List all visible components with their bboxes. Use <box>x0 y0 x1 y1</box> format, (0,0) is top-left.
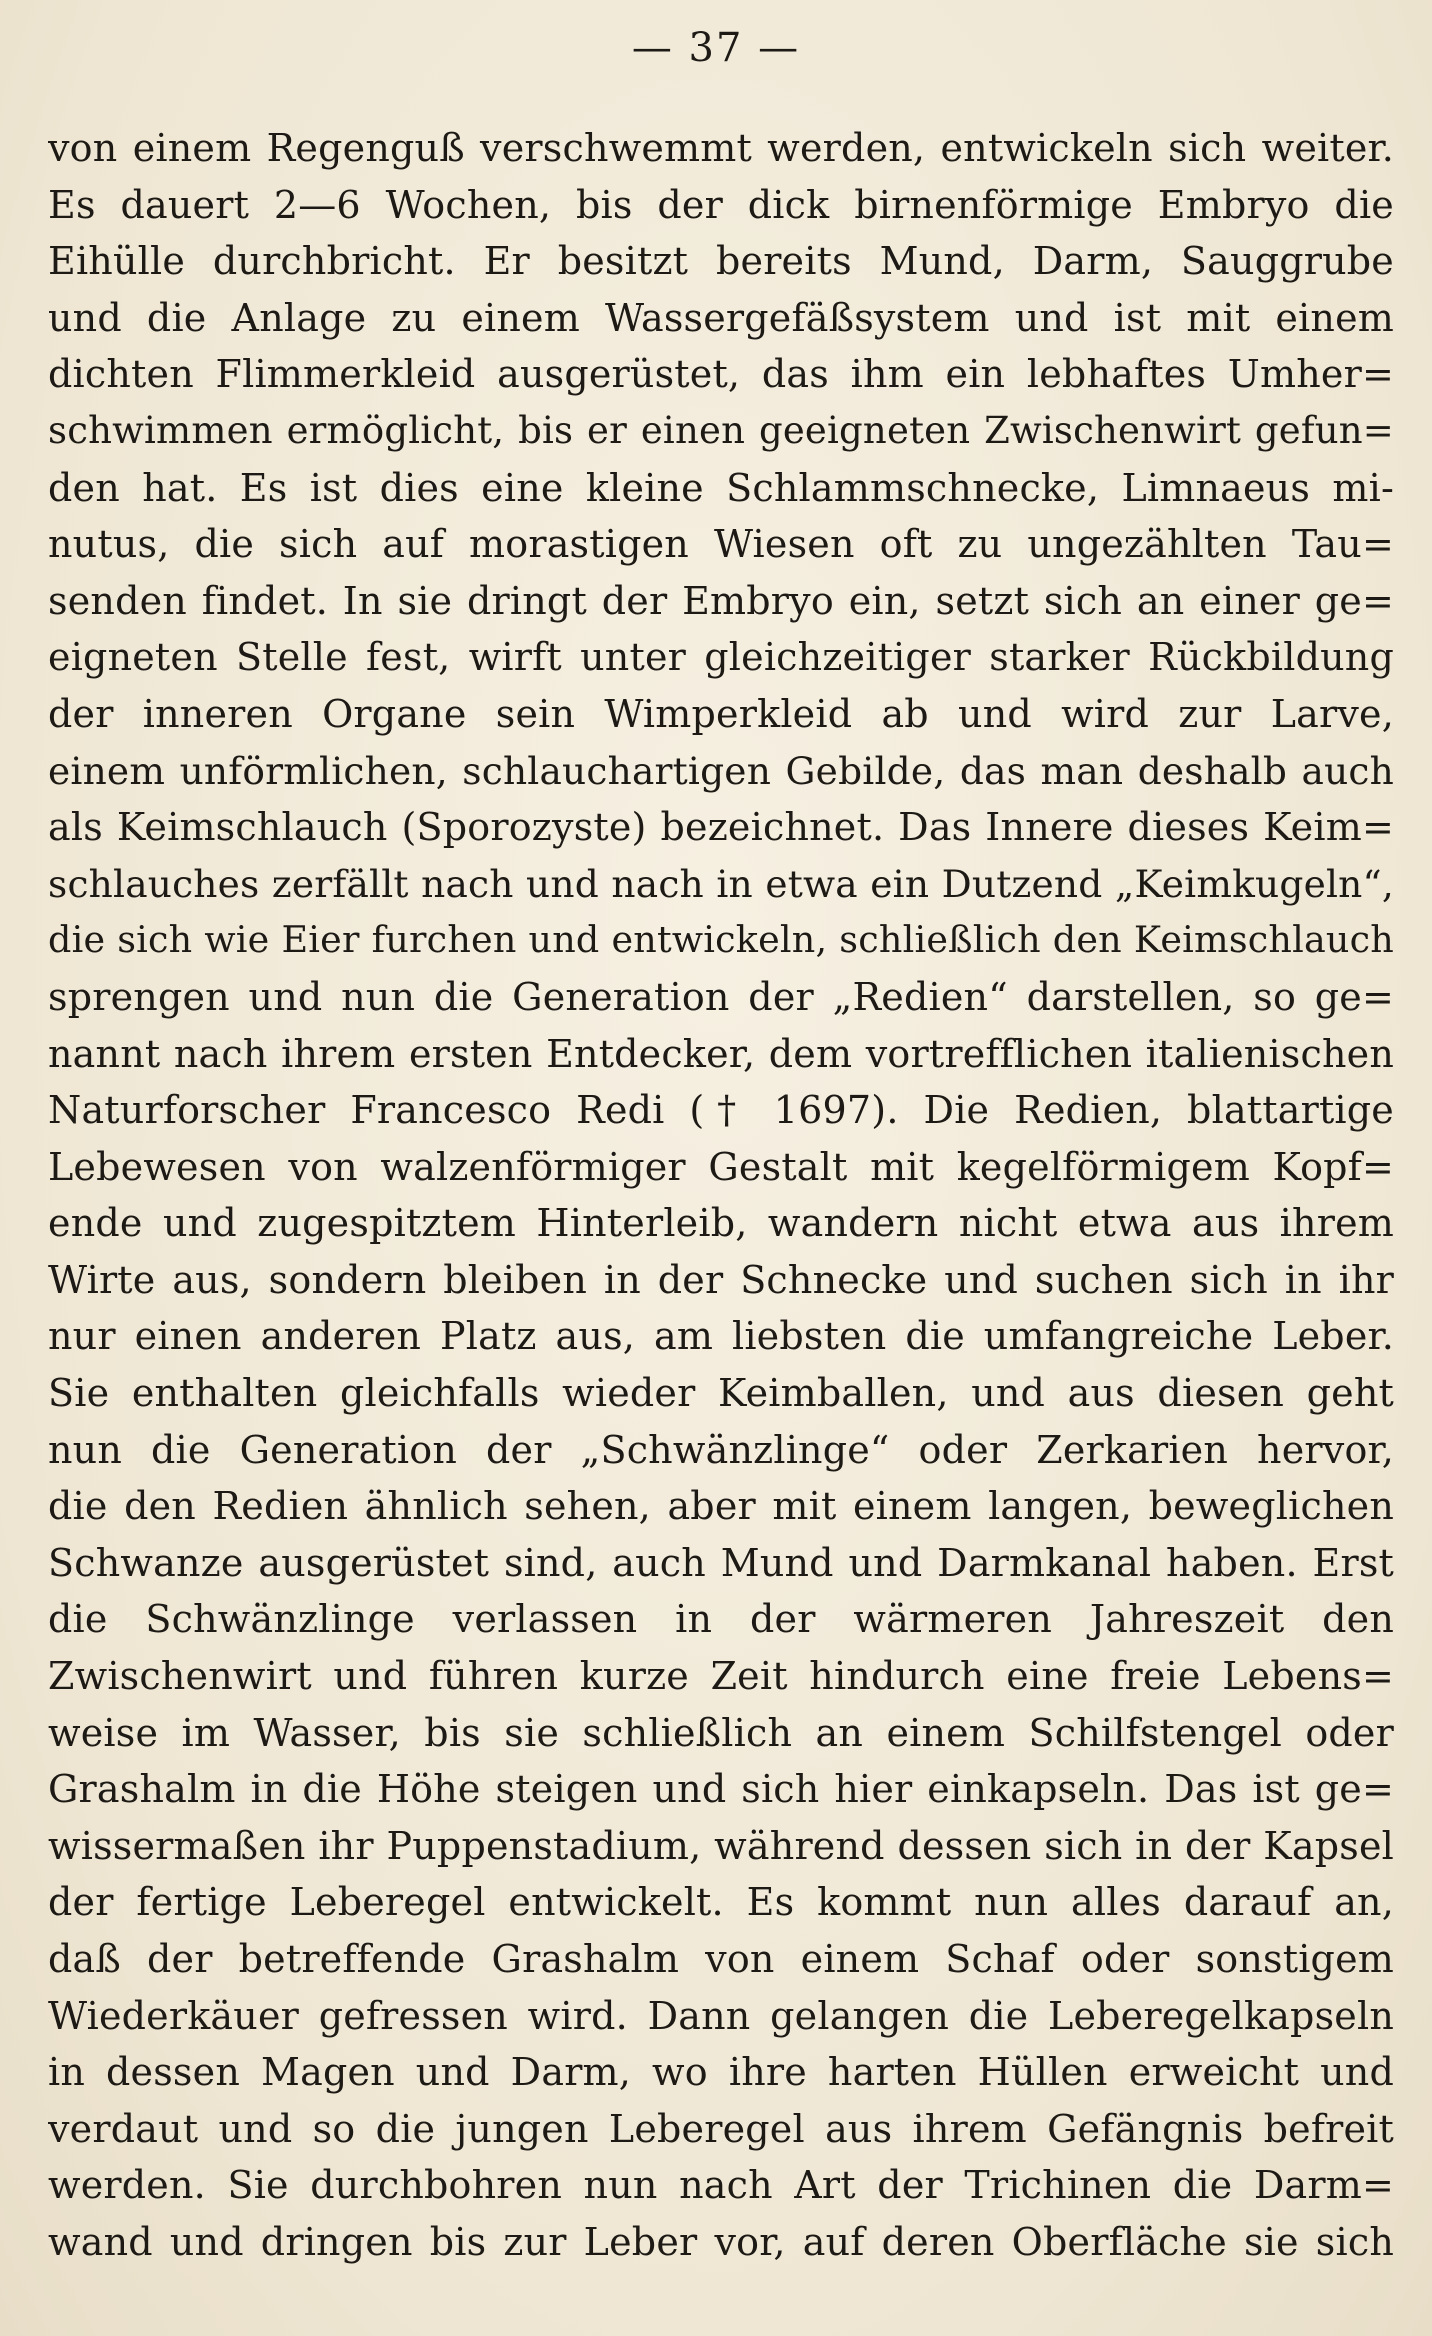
text-line: weise im Wasser, bis sie schließlich an einem Schilfstengel oder <box>48 1710 1394 1755</box>
text-line: die sich wie Eier furchen und entwickeln, schließlich den Keimschlauch <box>48 918 1394 962</box>
text-line: Wiederkäuer gefressen wird. Dann gelangen die Leberegelkapseln <box>48 1993 1394 2038</box>
text-line: nannt nach ihrem ersten Entdecker, dem vortrefflichen italienischen <box>48 1031 1394 1076</box>
text-line: nun die Generation der „Schwänzlinge“ oder Zerkarien hervor, <box>48 1427 1394 1472</box>
body-text <box>48 120 1394 2271</box>
text-line: Schwanze ausgerüstet sind, auch Mund und Darmkanal haben. Erst <box>48 1540 1394 1585</box>
text-line: senden findet. In sie dringt der Embryo ein, setzt sich an einer ge= <box>48 578 1394 623</box>
text-line: daß der betreffende Grashalm von einem Schaf oder sonstigem <box>48 1937 1394 1981</box>
text-line: Wirte aus, sondern bleiben in der Schnecke und suchen sich in ihr <box>48 1257 1394 1302</box>
text-line: Es dauert 2—6 Wochen, bis der dick birnenförmige Embryo die <box>48 182 1394 227</box>
text-line: wand und dringen bis zur Leber vor, auf deren Oberfläche sie sich <box>48 2219 1394 2264</box>
text-line: und die Anlage zu einem Wassergefäßsystem und ist mit einem <box>48 295 1394 340</box>
text-line: Zwischenwirt und führen kurze Zeit hindurch eine freie Lebens= <box>48 1654 1394 1699</box>
text-line: Eihülle durchbricht. Er besitzt bereits Mund, Darm, Sauggrube <box>48 239 1394 284</box>
text-line: verdaut und so die jungen Leberegel aus ihrem Gefängnis befreit <box>48 2106 1394 2151</box>
text-line: schlauches zerfällt nach und nach in etwa ein Dutzend „Keimkugeln“, <box>48 861 1394 906</box>
text-line: Lebewesen von walzenförmiger Gestalt mit kegelförmigem Kopf= <box>48 1144 1394 1189</box>
text-line: eigneten Stelle fest, wirft unter gleichzeitiger starker Rückbildung <box>48 635 1394 680</box>
text-line: dichten Flimmerkleid ausgerüstet, das ihm ein lebhaftes Umher= <box>48 352 1394 397</box>
page-number: — 37 — <box>631 25 801 71</box>
text-line: Grashalm in die Höhe steigen und sich hier einkapseln. Das ist ge= <box>48 1767 1394 1812</box>
text-line: der fertige Leberegel entwickelt. Es kommt nun alles darauf an, <box>48 1880 1394 1925</box>
text-line: einem unförmlichen, schlauchartigen Gebilde, das man deshalb auch <box>48 748 1394 793</box>
text-line: die Schwänzlinge verlassen in der wärmeren Jahreszeit den <box>48 1597 1394 1642</box>
text-line: von einem Regenguß verschwemmt werden, entwickeln sich weiter. <box>48 126 1394 170</box>
text-line: Sie enthalten gleichfalls wieder Keimballen, und aus diesen geht <box>48 1371 1394 1416</box>
text-line: sprengen und nun die Generation der „Redien“ darstellen, so ge= <box>48 974 1394 1019</box>
text-line: ende und zugespitztem Hinterleib, wandern nicht etwa aus ihrem <box>48 1201 1394 1246</box>
text-line: nur einen anderen Platz aus, am liebsten die umfangreiche Leber. <box>48 1314 1394 1359</box>
text-line: schwimmen ermöglicht, bis er einen geeigneten Zwischenwirt gefun= <box>48 408 1394 452</box>
text-line: wissermaßen ihr Puppenstadium, während dessen sich in der Kapsel <box>48 1823 1394 1868</box>
text-line: in dessen Magen und Darm, wo ihre harten Hüllen erweicht und <box>48 2050 1394 2095</box>
text-line: Naturforscher Francesco Redi († 1697). Die Redien, blattartige <box>48 1088 1394 1133</box>
text-line: nutus, die sich auf morastigen Wiesen oft zu ungezählten Tau= <box>48 522 1394 567</box>
text-line: der inneren Organe sein Wimperkleid ab und wird zur Larve, <box>48 691 1394 736</box>
text-line: die den Redien ähnlich sehen, aber mit einem langen, beweglichen <box>48 1484 1394 1529</box>
text-line: den hat. Es ist dies eine kleine Schlammschnecke, Limnaeus mi- <box>48 465 1394 510</box>
text-line: als Keimschlauch (Sporozyste) bezeichnet. Das Innere dieses Keim= <box>48 805 1394 850</box>
text-line: werden. Sie durchbohren nun nach Art der Trichinen die Darm= <box>48 2163 1394 2208</box>
